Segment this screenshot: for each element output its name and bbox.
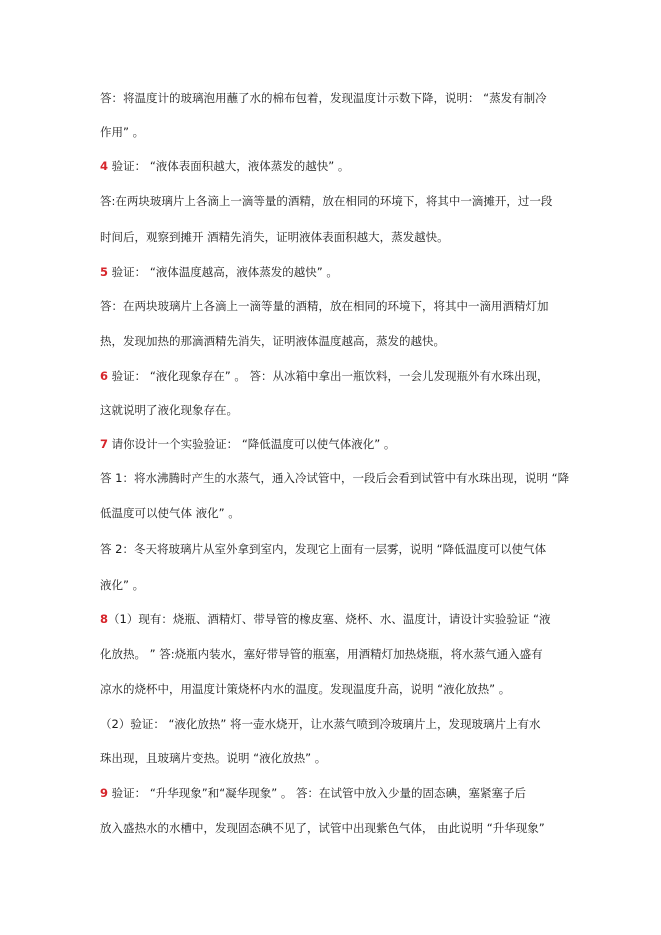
answer-7-1-line-2: 低温度可以使气体 液化” 。 bbox=[100, 506, 240, 520]
answer-8-1-line-1: 化放热。 ” 答:烧瓶内装水，塞好带导管的瓶塞，用酒精灯加热烧瓶，将水蒸气通入盛有 bbox=[100, 647, 543, 661]
answer-6-line-2: 这就说明了液化现象存在。 bbox=[100, 403, 238, 417]
answer-8-2-line-2: 珠出现，且玻璃片变热。说明 “液化放热” 。 bbox=[100, 751, 327, 765]
answer-7-2-line-1: 答 2：冬天将玻璃片从室外拿到室内，发现它上面有一层雾，说明 “降低温度可以使气体 bbox=[100, 542, 547, 556]
answer-8-2-line-1: （2）验证： “液化放热” 将一壶水烧开，让水蒸气喷到冷玻璃片上，发现玻璃片上有水 bbox=[100, 717, 541, 731]
question-number: 9 bbox=[100, 786, 109, 800]
answer-5-line-1: 答：在两块玻璃片上各滴上一滴等量的酒精，放在相同的环境下，将其中一滴用酒精灯加 bbox=[100, 299, 549, 313]
answer-7-2-line-2: 液化” 。 bbox=[100, 578, 145, 592]
answer-3-line-2: 作用” 。 bbox=[100, 125, 145, 139]
question-4: 4 验证： “液体表面积越大，液体蒸发的越快” 。 bbox=[100, 159, 350, 173]
question-9: 9 验证： “升华现象”和“凝华现象” 。 答：在试管中放入少量的固态碘，塞紧塞子后 bbox=[100, 786, 526, 800]
question-number: 7 bbox=[100, 437, 109, 451]
answer-7-1-line-1: 答 1：将水沸腾时产生的水蒸气，通入冷试管中，一段后会看到试管中有水珠出现，说明 “降 bbox=[100, 471, 570, 485]
question-8: 8（1）现有：烧瓶、酒精灯、带导管的橡皮塞、烧杯、水、温度计，请设计实验验证 “液 bbox=[100, 612, 551, 626]
question-6: 6 验证： “液化现象存在” 。 答：从冰箱中拿出一瓶饮料，一会儿发现瓶外有水珠出现， bbox=[100, 369, 549, 383]
question-number: 4 bbox=[100, 159, 109, 173]
question-5: 5 验证： “液体温度越高，液体蒸发的越快” 。 bbox=[100, 265, 338, 279]
answer-8-1-line-2: 凉水的烧杯中，用温度计策烧杯内水的温度。发现温度升高，说明 “液化放热” 。 bbox=[100, 682, 511, 696]
question-number: 6 bbox=[100, 369, 109, 383]
question-7: 7 请你设计一个实验验证： “降低温度可以使气体液化” 。 bbox=[100, 437, 396, 451]
answer-4-line-1: 答:在两块玻璃片上各滴上一滴等量的酒精，放在相同的环境下，将其中一滴摊开，过一段 bbox=[100, 194, 553, 208]
answer-9-line-2: 放入盛热水的水槽中，发现固态碘不见了，试管中出现紫色气体， 由此说明 “升华现象” bbox=[100, 821, 545, 835]
question-number: 8 bbox=[100, 612, 109, 626]
answer-5-line-2: 热，发现加热的那滴酒精先消失，证明液体温度越高，蒸发的越快。 bbox=[100, 334, 445, 348]
answer-3-line-1: 答：将温度计的玻璃泡用蘸了水的棉布包着，发现温度计示数下降，说明： “蒸发有制冷 bbox=[100, 91, 547, 105]
answer-4-line-2: 时间后，观察到摊开 酒精先消失，证明液体表面积越大，蒸发越快。 bbox=[100, 230, 449, 244]
question-number: 5 bbox=[100, 265, 109, 279]
